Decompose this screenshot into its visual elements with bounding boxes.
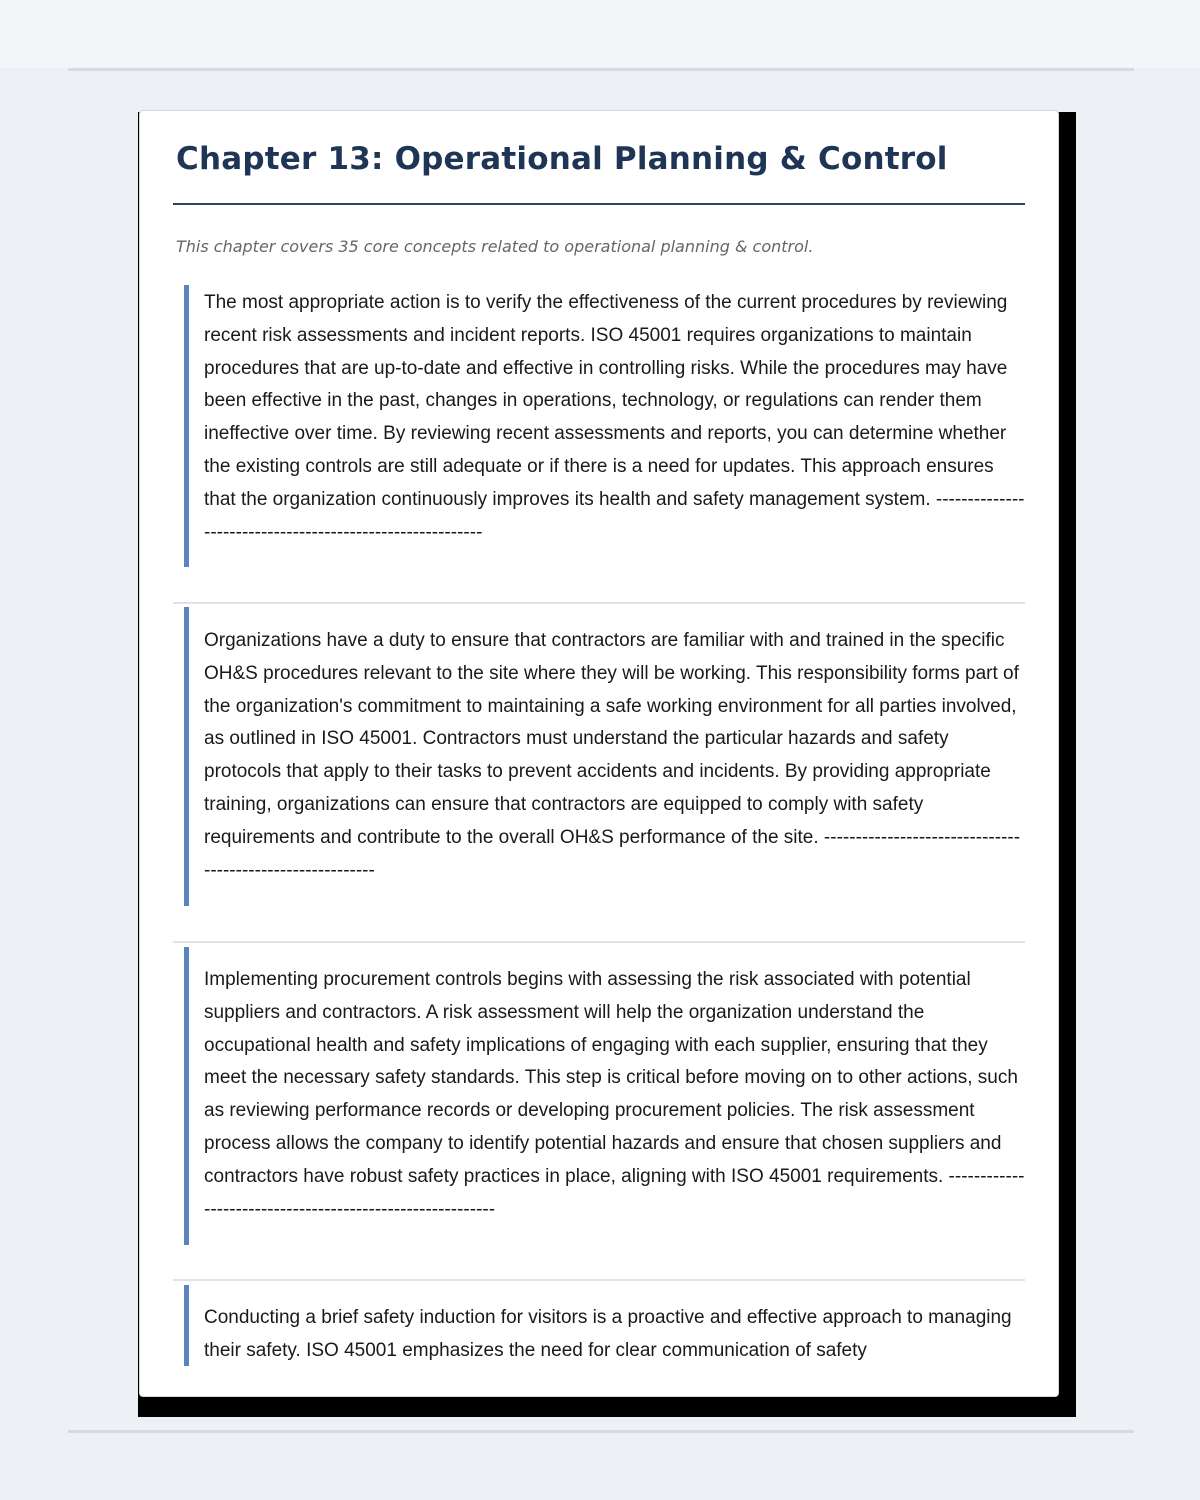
chapter-intro: This chapter covers 35 core concepts related to operational planning & control. [176, 237, 814, 256]
explanation-block [184, 285, 1026, 567]
explanation-block [184, 607, 1026, 906]
bottom-divider [68, 1430, 1134, 1433]
title-underline [173, 203, 1025, 205]
explanation-block [184, 1285, 1026, 1366]
explanation-text: Implementing procurement controls begins with assessing the risk associated with potential suppliers and contractors. A risk assessment will help the organization understand the occupational health and safety implications of engaging with each supplier, ensuring that they meet the necessary safety standards. This step is critical before moving on to other actions, such as reviewing performance records or developing procurement policies. The risk assessment process allows the company to identify potential hazards and ensure that chosen suppliers and contractors have robust safety practices in place, aligning with ISO 45001 requirements. ---------------------------------------------------------- [204, 969, 1025, 1220]
entry-separator [173, 941, 1025, 943]
explanation-text: The most appropriate action is to verify the effectiveness of the current procedures by reviewing recent risk assessments and incident reports. ISO 45001 requires organizations to maintain procedures that are up-to-date and effective in controlling risks. While the procedures may have been effective in the past, changes in operations, technology, or regulations can render them ineffective over time. By reviewing recent assessments and reports, you can determine whether the existing controls are still adequate or if there is a need for updates. This approach ensures that the organization continuously improves its health and safety management system. ---------------------------------------------------------- [204, 292, 1025, 543]
top-band [0, 0, 1200, 68]
explanation-text: Conducting a brief safety induction for visitors is a proactive and effective approach to managing their safety. ISO 45001 emphasizes the need for clear communication of safety [204, 1307, 1012, 1361]
chapter-title: Chapter 13: Operational Planning & Control [176, 141, 948, 177]
explanation-text: Organizations have a duty to ensure that contractors are familiar with and trained in the specific OH&S procedures relevant to the site where they will be working. This responsibility forms part of the organization's commitment to maintaining a safe working environment for all parties involved, as outlined in ISO 45001. Contractors must understand the particular hazards and safety protocols that apply to their tasks to prevent accidents and incidents. By providing appropriate training, organizations can ensure that contractors are equipped to comply with safety requirements and contribute to the overall OH&S performance of the site. ---------------------------------------------------------- [204, 630, 1021, 881]
entry-separator [173, 602, 1025, 604]
top-divider [68, 68, 1134, 71]
entry-separator [173, 1279, 1025, 1281]
document-page [139, 110, 1059, 1397]
explanation-block [184, 947, 1026, 1245]
